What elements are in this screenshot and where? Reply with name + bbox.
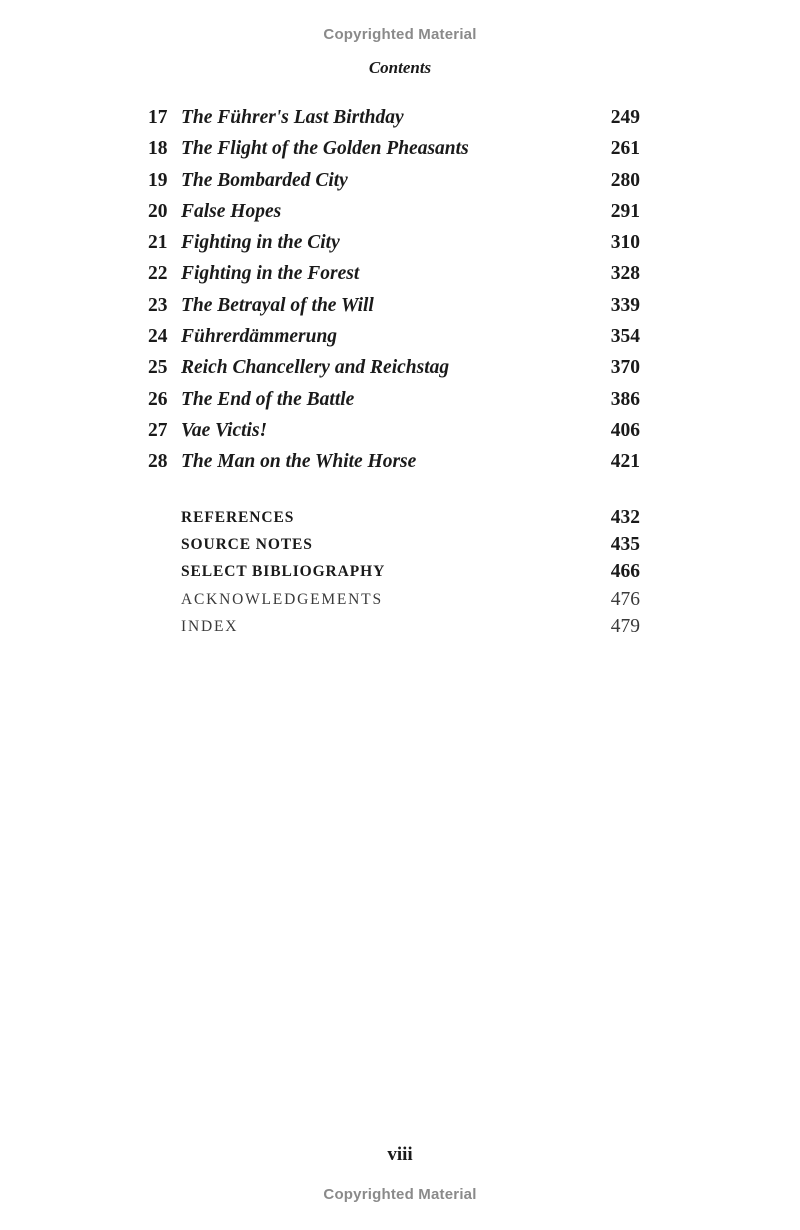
back-matter-title: ACKNOWLEDGEMENTS [181, 590, 383, 608]
chapter-title: Führerdämmerung [181, 326, 338, 348]
chapter-number: 19 [148, 169, 168, 191]
page-number: 421 [610, 451, 640, 473]
page-number: 339 [610, 294, 640, 316]
toc-entry [148, 133, 640, 164]
page-number: 476 [610, 588, 640, 610]
toc-entry [148, 165, 640, 196]
toc-entry [148, 446, 640, 477]
chapter-number: 23 [148, 294, 168, 316]
page-number: 370 [610, 357, 640, 379]
chapter-title: The Flight of the Golden Pheasants [181, 138, 469, 160]
page-number: 328 [610, 263, 640, 285]
back-matter-entry [148, 558, 640, 585]
chapter-number: 17 [148, 107, 168, 128]
chapter-number: 26 [148, 388, 168, 410]
back-matter-title: SOURCE NOTES [181, 536, 313, 554]
chapter-title: Fighting in the Forest [181, 263, 360, 285]
page-number: 466 [610, 561, 640, 583]
toc-entry [148, 321, 640, 352]
running-head: Contents [368, 58, 432, 77]
chapter-title: Reich Chancellery and Reichstag [181, 357, 450, 379]
chapter-title: False Hopes [181, 200, 282, 222]
page-number: 435 [610, 534, 640, 556]
page-folio: viii [387, 1144, 413, 1165]
page-number: 261 [610, 138, 640, 160]
page-number: 479 [610, 615, 640, 637]
chapter-number: 27 [148, 419, 168, 441]
toc-entry [148, 352, 640, 383]
chapter-title: Fighting in the City [181, 232, 340, 254]
back-matter-entry [148, 613, 640, 640]
page-number: 280 [610, 169, 640, 191]
page-number: 432 [610, 507, 640, 528]
back-matter-entry [148, 504, 640, 531]
watermark-bottom: Copyrighted Material [323, 1186, 477, 1203]
toc-entry [148, 196, 640, 227]
chapter-number: 28 [148, 451, 168, 473]
chapter-number: 21 [148, 232, 168, 254]
chapter-number: 25 [148, 357, 168, 379]
page-number: 406 [610, 419, 640, 441]
back-matter-entry [148, 586, 640, 613]
page-number: 386 [610, 388, 640, 410]
page-number: 310 [610, 232, 640, 254]
back-matter-title: REFERENCES [181, 509, 295, 526]
toc-entry [148, 290, 640, 321]
chapter-title: The Betrayal of the Will [181, 294, 374, 316]
chapter-number: 24 [148, 326, 168, 348]
toc-entry [148, 258, 640, 289]
chapter-number: 18 [148, 138, 168, 160]
page-number: 354 [610, 326, 640, 348]
page-number: 291 [610, 200, 640, 222]
toc-entry [148, 102, 640, 133]
chapter-title: Vae Victis! [181, 419, 268, 441]
chapter-number: 22 [148, 263, 168, 285]
back-matter-list [148, 504, 640, 640]
chapter-title: The Bombarded City [181, 169, 348, 191]
back-matter-title: SELECT BIBLIOGRAPHY [181, 563, 386, 581]
chapter-title: The End of the Battle [181, 388, 355, 410]
toc-entry [148, 384, 640, 415]
back-matter-title: INDEX [181, 617, 239, 635]
chapter-list [148, 102, 640, 478]
chapter-title: The Führer's Last Birthday [181, 107, 404, 128]
chapter-number: 20 [148, 200, 168, 222]
chapter-title: The Man on the White Horse [181, 451, 417, 473]
toc-entry [148, 415, 640, 446]
back-matter-entry [148, 531, 640, 558]
page-number: 249 [610, 107, 640, 128]
watermark-top: Copyrighted Material [323, 26, 477, 43]
toc-entry [148, 227, 640, 258]
